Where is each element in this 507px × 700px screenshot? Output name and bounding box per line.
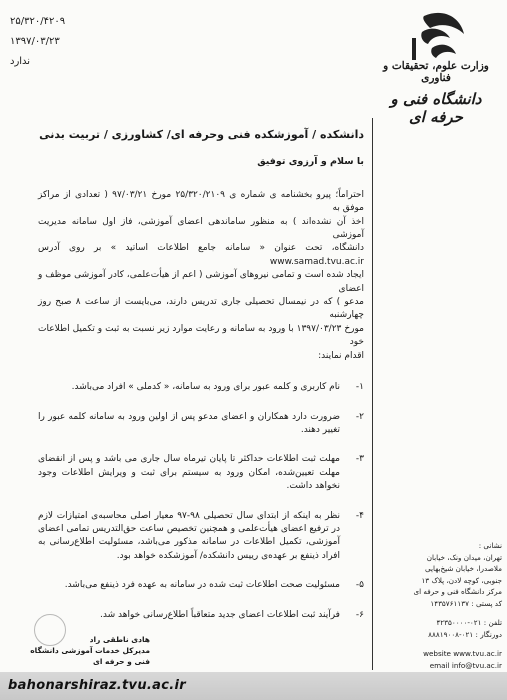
item-number: ۶- bbox=[355, 609, 364, 620]
letter-attachment: ندارد bbox=[10, 56, 31, 67]
email[interactable]: email info@tvu.ac.ir bbox=[429, 660, 502, 670]
intro-line: مدعو ) که در نیمسال تحصیلی جاری تدریس دارند، می‌بایست از ساعت ۸ صبح روز چهارشنبه bbox=[38, 297, 365, 321]
greeting: با سلام و آرزوی توفیق bbox=[257, 156, 364, 168]
instruction-list bbox=[38, 381, 364, 622]
list-item bbox=[38, 579, 364, 592]
stamp-icon bbox=[34, 614, 66, 646]
contact-label: نشانی : bbox=[478, 541, 502, 550]
list-item bbox=[38, 381, 364, 394]
letter-number: ۲۵/۳۲۰/۴۲۰۹ bbox=[10, 16, 66, 27]
website[interactable]: website www.tvu.ac.ir bbox=[423, 649, 502, 658]
contact-info bbox=[380, 540, 502, 671]
address-line: ملاصدرا، خیابان شیخ‌بهایی bbox=[425, 564, 502, 573]
intro-line: احتراماً؛ پیرو بخشنامه ی شماره ی ۲۵/۳۲۰/۲۱۰۹ مورخ ۹۷/۰۳/۲۱ ( تعدادی از مراکز موفق به bbox=[38, 189, 364, 214]
postal-code: کد پستی : ۱۴۳۵۷۶۱۱۳۷ bbox=[430, 598, 502, 608]
address-line: مرکز دانشگاه فنی و حرفه ای bbox=[413, 587, 502, 596]
intro-line: مورخ ۱۳۹۷/۰۳/۲۳ با ورود به سامانه و رعایت موارد زیر نسبت به ثبت و تکمیل اطلاعات خود bbox=[38, 323, 364, 348]
fax: دورنگار : ۰۲۱-۸۸۸۱۹۰۰۸ bbox=[428, 629, 502, 639]
item-text: مسئولیت صحت اطلاعات ثبت شده در سامانه به عهده فرد ذینفع می‌باشد. bbox=[64, 580, 340, 591]
watermark-bar bbox=[0, 672, 507, 700]
item-number: ۵- bbox=[355, 580, 364, 591]
letter-date: ۱۳۹۷/۰۳/۲۳ bbox=[10, 36, 60, 47]
list-item bbox=[38, 609, 364, 622]
list-item bbox=[38, 510, 364, 564]
signer-title: مدیرکل خدمات آموزشی دانشگاه فنی و حرفه ای bbox=[30, 646, 150, 666]
item-text: مهلت ثبت اطلاعات حداکثر تا پایان تیرماه سال جاری می باشد و پس از انقضای مهلت تعیین‌شده، امکان ورود به سیستم برای ثبت و ویرایش اطلاعات وجود نخواهد داشت. bbox=[38, 454, 340, 492]
university-name: دانشگاه فنی و حرفه ای bbox=[390, 90, 482, 126]
phone: تلفن : ۰۲۱-۴۲۳۵۰۰۰۰ bbox=[436, 618, 502, 627]
letter-body bbox=[38, 124, 364, 638]
list-item bbox=[38, 411, 364, 438]
letter-meta bbox=[10, 12, 130, 72]
watermark-text: bahonarshiraz.tvu.ac.ir bbox=[8, 678, 186, 693]
intro-line: دانشگاه، تحت عنوان « سامانه جامع اطلاعات اساتید » بر روی آدرس www.samad.tvu.ac.ir bbox=[38, 243, 364, 267]
recipient: دانشکده / آموزشکده فنی وحرفه ای/ کشاورزی / تربیت بدنی bbox=[39, 128, 364, 141]
item-text: ضرورت دارد همکاران و اعضای مدعو پس از اولین ورود به سامانه کلمه عبور را تغییر دهند. bbox=[38, 411, 340, 435]
signature-block bbox=[30, 634, 150, 667]
list-item bbox=[38, 453, 364, 493]
address-line: جنوبی، کوچه لادن، پلاک ۱۳ bbox=[421, 575, 502, 585]
signer-name: هادی ناطقی راد bbox=[89, 635, 150, 644]
item-text: نام کاربری و کلمه عبور برای ورود به سامانه، « کدملی » افراد می‌باشد. bbox=[71, 382, 340, 393]
item-number: ۱- bbox=[355, 382, 364, 393]
item-number: ۳- bbox=[355, 454, 364, 465]
vertical-divider bbox=[372, 118, 373, 670]
item-number: ۲- bbox=[355, 411, 364, 422]
intro-paragraph bbox=[38, 189, 364, 363]
university-logo-icon bbox=[402, 8, 472, 66]
item-text: نظر به اینکه از ابتدای سال تحصیلی ۹۸-۹۷ معیار اصلی محاسبه‌ی امتیازات لازم در ترفیع اعضای هیأت‌علمی و همچنین تخصیص ساعت حق‌التدریس تمامی اعضای آموزشی، تکمیل اطلاعات در سامانه مذکور می‌باشد، مسئولیت اطلاع‌رسانی به افراد ذینفع بر عهده‌ی رییس دانشکده/ آموزشکده خواهد بود. bbox=[38, 510, 341, 561]
address-line: تهران، میدان ونک، خیابان bbox=[426, 552, 502, 562]
item-number: ۴- bbox=[355, 510, 364, 521]
intro-line: اقدام نمایند: bbox=[318, 350, 364, 361]
ministry-name: وزارت علوم، تحقیقات و فناوری bbox=[383, 60, 489, 84]
intro-line: ایجاد شده است و تمامی نیروهای آموزشی ( اعم از هیأت‌علمی، کادر آموزشی موظف و اعضای bbox=[38, 270, 364, 294]
intro-line: اخذ آن نشده‌اند ) به منظور ساماندهی اعضای آموزشی، فاز اول سامانه مدیریت آموزشی bbox=[38, 216, 364, 241]
item-text: فرآیند ثبت اطلاعات اعضای جدید متعاقباً اطلاع‌رسانی خواهد شد. bbox=[100, 609, 340, 620]
